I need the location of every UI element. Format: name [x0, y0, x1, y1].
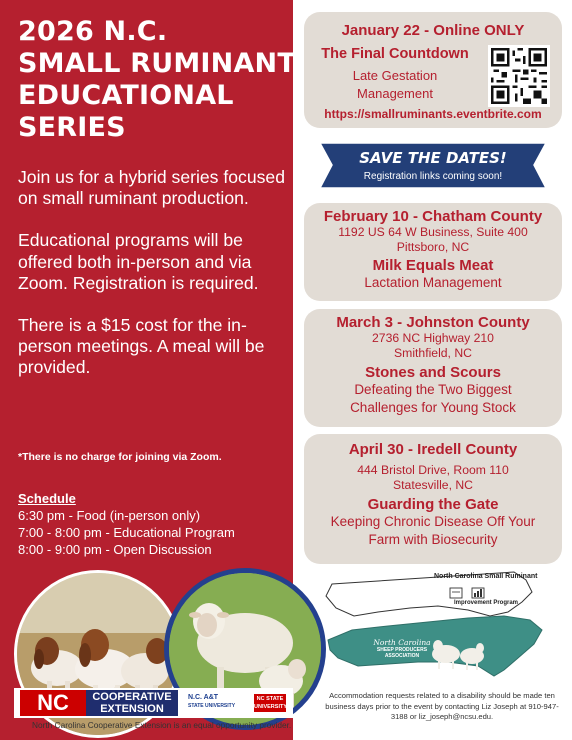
- qr-code-icon[interactable]: [488, 45, 550, 107]
- event-address-line: 1192 US 64 W Business, Suite 400: [338, 225, 528, 239]
- partner-map-logos: [318, 566, 566, 682]
- ncstate-logo: [254, 694, 286, 712]
- nc-logo: NC: [20, 690, 86, 716]
- intro-paragraph-cost: There is a $15 cost for the in-person meetings. A meal will be provided.: [18, 315, 265, 378]
- logo-text: EXTENSION: [100, 703, 164, 715]
- title-line: 2026 N.C.: [18, 16, 168, 47]
- logo-strip: [14, 688, 293, 718]
- event-topic: Milk Equals Meat: [372, 257, 494, 274]
- logo-text: NC STATE: [256, 696, 284, 702]
- registration-link[interactable]: https://smallruminants.eventbrite.com: [324, 107, 542, 121]
- intro-paragraph-programs: Educational programs will be offered both in-person and via Zoom. Registration is required.: [18, 230, 259, 293]
- event-card-january: [304, 12, 562, 128]
- association-line: SHEEP PRODUCERS: [376, 647, 428, 653]
- equal-opportunity-statement: North Carolina Cooperative Extension is an equal opportunity provider.: [32, 720, 292, 730]
- title-line: EDUCATIONAL: [18, 80, 234, 111]
- event-address-line: 2736 NC Highway 210: [372, 331, 494, 345]
- event-address-line: Statesville, NC: [393, 477, 473, 492]
- zoom-note: *There is no charge for joining via Zoom.: [18, 451, 222, 463]
- event-topic: Stones and Scours: [365, 364, 501, 381]
- schedule: [18, 490, 290, 558]
- association-line: ASSOCIATION: [384, 653, 420, 659]
- flyer-title: [18, 16, 296, 144]
- schedule-item: 7:00 - 8:00 pm - Educational Program: [18, 525, 235, 540]
- logo-text: UNIVERSITY: [254, 704, 288, 710]
- event-card-february: [304, 203, 562, 301]
- title-line: SERIES: [18, 112, 126, 143]
- event-subtitle-line: Management: [357, 85, 433, 101]
- event-address-line: 444 Bristol Drive, Room 110: [357, 463, 509, 477]
- ncat-logo: [188, 694, 244, 712]
- event-subtitle: [308, 67, 482, 102]
- event-card-march: [304, 309, 562, 427]
- title-line: SMALL RUMINANT: [18, 48, 296, 79]
- event-subtitle-line: Farm with Biosecurity: [368, 531, 498, 547]
- event-date: March 3 - Johnston County: [336, 314, 530, 331]
- accommodation-disclaimer: Accommodation requests related to a disability should be made ten business days prior to the event by contacting Liz Joseph at 910-947-3188 or liz_joseph@ncsu.edu.: [325, 691, 559, 721]
- cooperative-extension-logo: [86, 690, 178, 716]
- banner-title: SAVE THE DATES!: [359, 149, 507, 167]
- association-logo-text: [370, 638, 434, 659]
- schedule-heading: Schedule: [18, 491, 76, 506]
- event-subtitle-line: Late Gestation: [352, 68, 438, 83]
- event-address-line: Pittsboro, NC: [396, 239, 470, 254]
- association-line: North Carolina: [373, 638, 431, 647]
- event-subtitle-line: Defeating the Two Biggest: [354, 382, 512, 397]
- schedule-item: 6:30 pm - Food (in-person only): [18, 508, 201, 523]
- event-date: February 10 - Chatham County: [323, 208, 543, 225]
- program-logo-subtitle: Improvement Program: [454, 600, 519, 606]
- event-subtitle-line: Challenges for Young Stock: [350, 399, 516, 415]
- banner-subtitle: Registration links coming soon!: [363, 171, 503, 182]
- event-subtitle-line: Keeping Chronic Disease Off Your: [330, 514, 536, 529]
- schedule-item: 8:00 - 9:00 pm - Open Discussion: [18, 542, 212, 557]
- save-the-dates-banner: [320, 141, 546, 190]
- event-date: January 22 - Online ONLY: [341, 22, 525, 39]
- event-card-april: [304, 434, 562, 564]
- program-logo-title: North Carolina Small Ruminant: [434, 573, 538, 580]
- event-subtitle-line: Lactation Management: [364, 275, 502, 290]
- logo-text: COOPERATIVE: [92, 691, 172, 703]
- event-topic: The Final Countdown: [321, 46, 469, 62]
- event-date: April 30 - Iredell County: [348, 441, 518, 458]
- event-topic: Guarding the Gate: [367, 496, 499, 513]
- logo-text: STATE UNIVERSITY: [188, 703, 236, 709]
- event-address-line: Smithfield, NC: [394, 345, 472, 360]
- intro-text: [18, 167, 290, 379]
- nc-map-icon: [318, 566, 566, 682]
- logo-text: N.C. A&T: [188, 694, 219, 701]
- intro-paragraph-hybrid: Join us for a hybrid series focused on small ruminant production.: [18, 167, 285, 209]
